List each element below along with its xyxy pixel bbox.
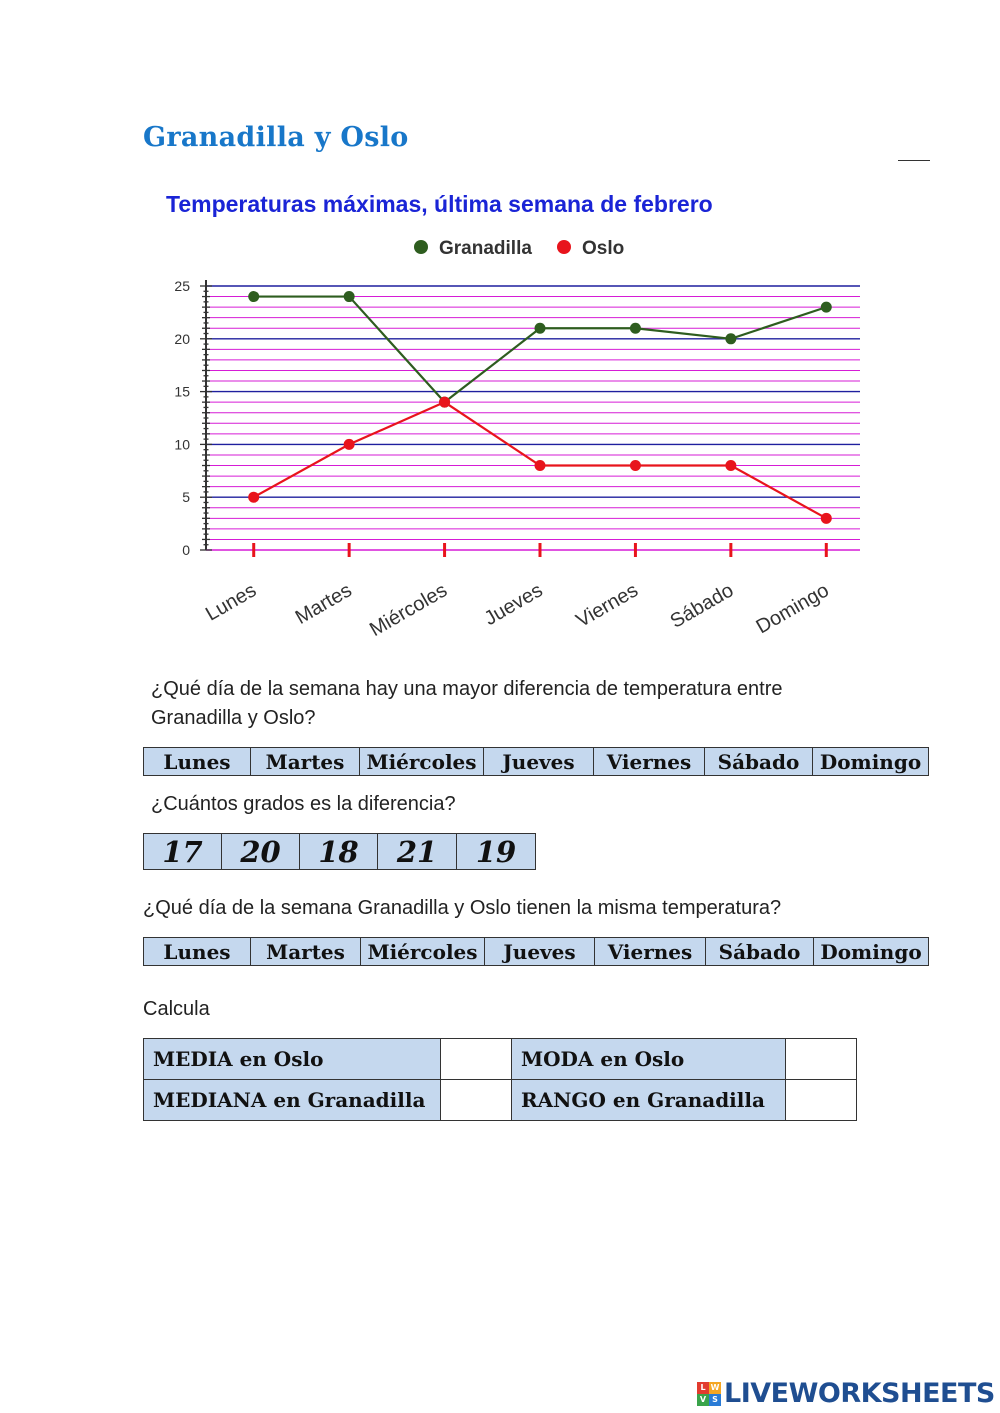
x-tick-label: Viernes <box>572 579 642 633</box>
mediana-granadilla-label: MEDIANA en Granadilla <box>144 1080 441 1121</box>
data-point-oslo <box>725 460 736 471</box>
data-point-granadilla <box>344 291 355 302</box>
data-point-oslo <box>248 492 259 503</box>
q3-option-lunes[interactable]: Lunes <box>144 938 251 966</box>
q2-option-21[interactable]: 21 <box>378 834 457 870</box>
rango-granadilla-input[interactable] <box>786 1080 857 1121</box>
logo-text: LIVEWORKSHEETS <box>724 1378 995 1409</box>
data-point-oslo <box>630 460 641 471</box>
question-1-line-2: Granadilla y Oslo? <box>151 707 316 729</box>
data-point-oslo <box>344 439 355 450</box>
x-tick-label: Lunes <box>202 579 261 626</box>
media-oslo-input[interactable] <box>441 1039 512 1080</box>
title-rule <box>898 160 930 161</box>
q1-option-viernes[interactable]: Viernes <box>594 748 705 776</box>
x-tick-label: Miércoles <box>365 579 452 642</box>
media-oslo-label: MEDIA en Oslo <box>144 1039 441 1080</box>
chart-title: Temperaturas máximas, última semana de febrero <box>166 191 713 217</box>
moda-oslo-input[interactable] <box>786 1039 857 1080</box>
data-point-granadilla <box>821 302 832 313</box>
moda-oslo-label: MODA en Oslo <box>512 1039 786 1080</box>
q3-option-miercoles[interactable]: Miércoles <box>361 938 485 966</box>
x-tick-label: Jueves <box>480 579 547 631</box>
data-point-granadilla <box>248 291 259 302</box>
logo-mark-icon <box>697 1382 721 1406</box>
y-tick-label: 25 <box>174 278 190 294</box>
question-1 <box>151 675 782 733</box>
chart-legend <box>414 238 624 259</box>
legend-marker-oslo <box>557 240 571 254</box>
data-point-granadilla <box>630 323 641 334</box>
logo-mark-l: L <box>697 1382 709 1394</box>
liveworksheets-logo <box>697 1378 995 1409</box>
q1-option-sabado[interactable]: Sábado <box>705 748 813 776</box>
q2-option-18[interactable]: 18 <box>300 834 378 870</box>
data-point-granadilla <box>725 333 736 344</box>
temperature-chart <box>150 182 860 652</box>
calcula-table <box>143 1038 857 1121</box>
mediana-granadilla-input[interactable] <box>441 1080 512 1121</box>
logo-mark-w: W <box>710 1383 720 1392</box>
q1-option-lunes[interactable]: Lunes <box>144 748 251 776</box>
q3-option-martes[interactable]: Martes <box>251 938 361 966</box>
question-1-options <box>143 747 929 776</box>
rango-granadilla-label: RANGO en Granadilla <box>512 1080 786 1121</box>
x-tick-label: Martes <box>291 579 356 629</box>
q3-option-jueves[interactable]: Jueves <box>485 938 595 966</box>
question-2: ¿Cuántos grados es la diferencia? <box>151 793 456 815</box>
legend-marker-granadilla <box>414 240 428 254</box>
data-point-oslo <box>821 513 832 524</box>
q1-option-martes[interactable]: Martes <box>251 748 360 776</box>
question-3-options <box>143 937 929 966</box>
data-point-oslo <box>535 460 546 471</box>
y-tick-label: 0 <box>182 542 190 558</box>
question-1-line-1: ¿Qué día de la semana hay una mayor diferencia de temperatura entre <box>151 678 783 700</box>
q3-option-sabado[interactable]: Sábado <box>706 938 814 966</box>
data-point-granadilla <box>535 323 546 334</box>
question-2-options <box>143 833 536 870</box>
x-tick-label: Domingo <box>752 579 833 639</box>
question-3: ¿Qué día de la semana Granadilla y Oslo tienen la misma temperatura? <box>143 897 782 919</box>
logo-mark-s: S <box>709 1394 721 1406</box>
q2-option-17[interactable]: 17 <box>144 834 222 870</box>
y-tick-label: 20 <box>174 330 190 347</box>
q1-option-domingo[interactable]: Domingo <box>813 748 929 776</box>
y-tick-label: 15 <box>174 383 190 400</box>
logo-mark-v: V <box>697 1394 709 1406</box>
q1-option-miercoles[interactable]: Miércoles <box>360 748 484 776</box>
y-tick-label: 10 <box>174 436 190 453</box>
q2-option-19[interactable]: 19 <box>457 834 536 870</box>
q3-option-viernes[interactable]: Viernes <box>595 938 706 966</box>
q1-option-jueves[interactable]: Jueves <box>484 748 594 776</box>
calcula-label: Calcula <box>143 998 210 1020</box>
q3-option-domingo[interactable]: Domingo <box>814 938 929 966</box>
legend-label-oslo: Oslo <box>582 238 625 259</box>
legend-label-granadilla: Granadilla <box>439 238 532 259</box>
page-title: Granadilla y Oslo <box>143 122 409 153</box>
q2-option-20[interactable]: 20 <box>222 834 300 870</box>
x-tick-label: Sábado <box>666 579 738 633</box>
data-point-oslo <box>439 397 450 408</box>
y-tick-label: 5 <box>182 489 190 506</box>
